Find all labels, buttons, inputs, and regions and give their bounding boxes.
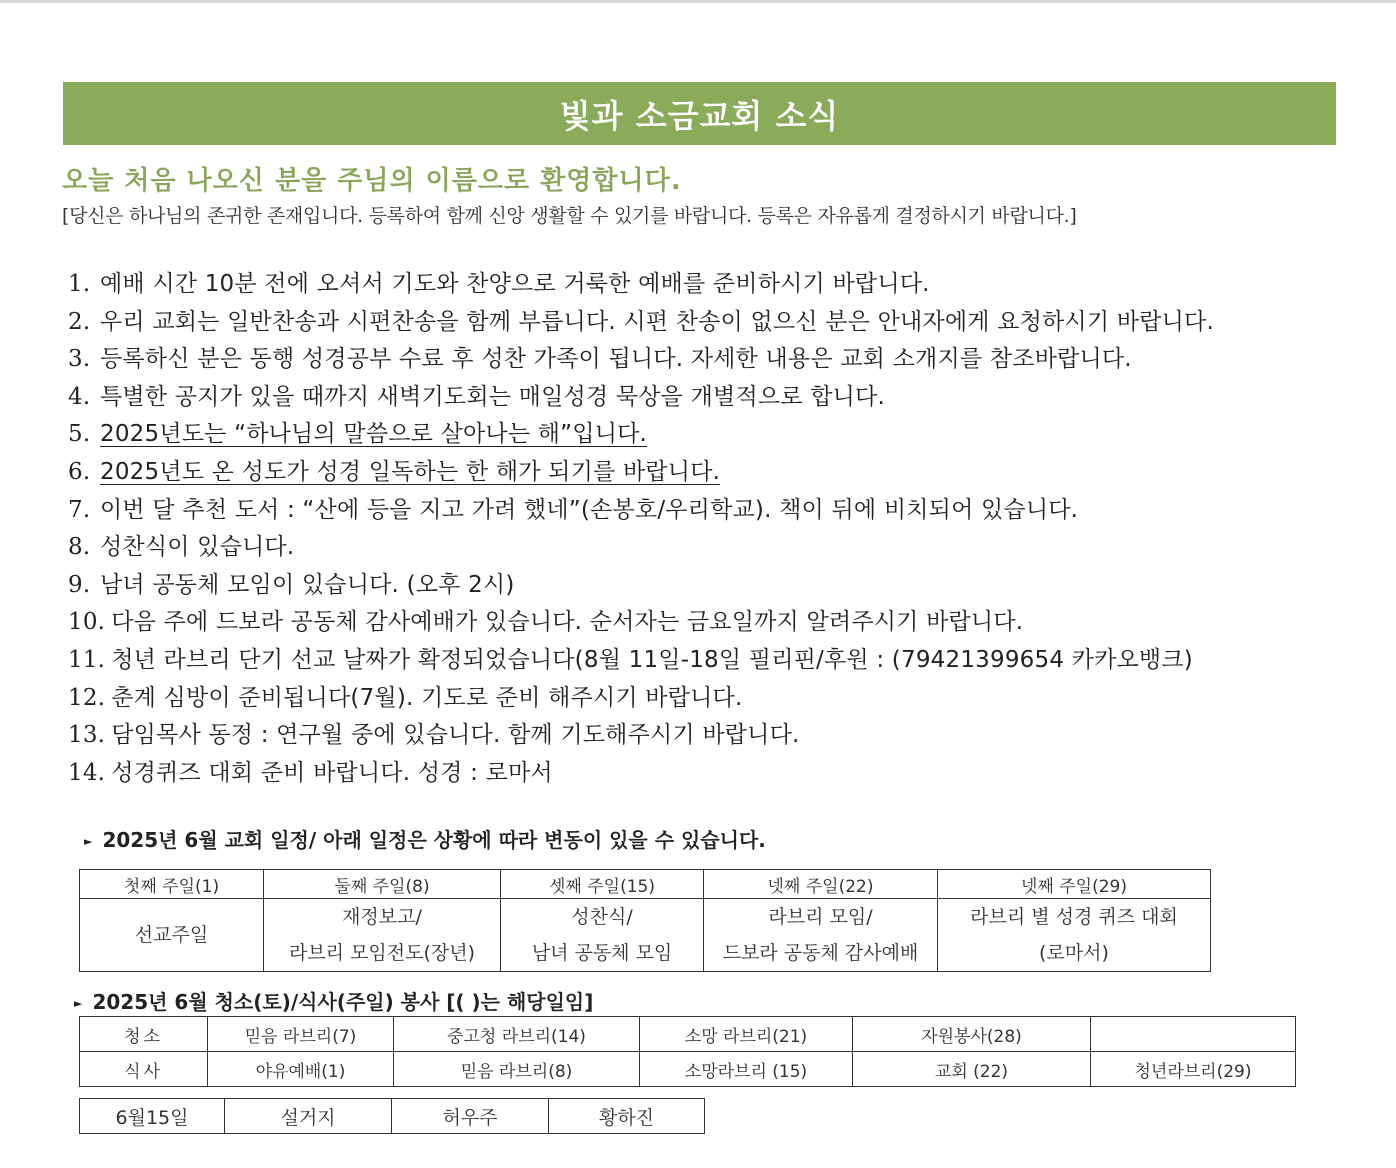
notice-item [68,604,1214,642]
notice-item [68,680,1214,718]
duty-cell: 황하진 [549,1099,705,1134]
notice-number: 11. [68,646,106,673]
schedule-cell [938,899,1211,972]
schedule-header-cell: 둘째 주일(8) [264,870,501,899]
notice-text: 우리 교회는 일반찬송과 시편찬송을 함께 부릅니다. 시편 찬송이 없으신 분은 안내자에게 요청하시기 바랍니다. [100,308,1214,335]
schedule-header-cell: 첫째 주일(1) [80,870,264,899]
notice-item [68,304,1214,342]
notice-text: 다음 주에 드보라 공동체 감사예배가 있습니다. 순서자는 금요일까지 알려주시기 바랍니다. [111,609,1024,636]
notice-item [68,266,1214,304]
notice-text: 이번 달 추천 도서 : “산에 등을 지고 가려 했네”(손봉호/우리학교). 책이 뒤에 비치되어 있습니다. [100,496,1079,523]
schedule-cell-line: 라브리 모임전도(장년) [288,942,476,964]
schedule-cell-line: 남녀 공동체 모임 [531,942,673,964]
notice-number: 14. [68,759,106,786]
schedule-header-row [80,870,1211,899]
schedule-header-cell: 넷째 주일(29) [938,870,1211,899]
schedule-cell-line: 라브리 모임/ [768,906,873,928]
notice-number: 7. [68,496,91,523]
schedule-header-cell: 셋째 주일(15) [501,870,704,899]
schedule-cell [704,899,938,972]
schedule-cell [264,899,501,972]
service-cell: 믿음 라브리(8) [394,1052,640,1087]
notice-number: 9. [68,571,91,598]
service-cell: 소망 라브리(21) [640,1017,853,1052]
notice-item [68,454,1214,492]
service-heading-text: 2025년 6월 청소(토)/식사(주일) 봉사 [( )는 해당일임] [92,990,594,1014]
duty-cell: 허우주 [392,1099,549,1134]
duty-cell: 6월15일 [80,1099,225,1134]
service-cell: 중고청 라브리(14) [394,1017,640,1052]
service-cell: 소망라브리 (15) [640,1052,853,1087]
notice-item [68,642,1214,680]
schedule-cell [80,899,264,972]
top-border-line [0,0,1396,3]
notice-item [68,492,1214,530]
duty-cell: 설거지 [225,1099,392,1134]
notice-number: 4. [68,383,91,410]
notice-text: 청년 라브리 단기 선교 날짜가 확정되었습니다(8월 11일-18일 필리핀/후원 : (79421399654 카카오뱅크) [111,646,1193,673]
schedule-header-cell: 넷째 주일(22) [704,870,938,899]
notice-text: 담임목사 동정 : 연구월 중에 있습니다. 함께 기도해주시기 바랍니다. [111,722,800,749]
notice-text: 춘계 심방이 준비됩니다(7월). 기도로 준비 해주시기 바랍니다. [111,684,743,711]
meal-row [80,1052,1296,1087]
welcome-subnote: [당신은 하나님의 존귀한 존재입니다. 등록하여 함께 신앙 생활할 수 있기를 바랍니다. 등록은 자유롭게 결정하시기 바랍니다.] [62,205,1077,227]
schedule-cell [501,899,704,972]
notice-item [68,755,1214,793]
welcome-message: 오늘 처음 나오신 분을 주님의 이름으로 환영합니다. [62,166,682,196]
notice-number: 5. [68,421,91,448]
triangle-bullet-icon: ► [74,997,83,1010]
service-cell [1091,1017,1296,1052]
service-cell: 교회 (22) [853,1052,1091,1087]
duty-row [80,1099,705,1134]
notice-item [68,379,1214,417]
notice-item [68,416,1214,454]
schedule-heading-text: 2025년 6월 교회 일정/ 아래 일정은 상황에 따라 변동이 있을 수 있습니다. [102,828,766,852]
notice-number: 13. [68,722,106,749]
monthly-schedule-table [79,869,1211,972]
schedule-cell-line: 드보라 공동체 감사예배 [722,942,919,964]
schedule-cell-line: 선교주일 [134,924,209,946]
service-heading [74,986,593,1015]
service-cell: 식사 [80,1052,208,1087]
service-cell: 믿음 라브리(7) [208,1017,394,1052]
notice-text: 성찬식이 있습니다. [100,534,295,561]
service-cell: 청소 [80,1017,208,1052]
service-cell: 야유예배(1) [208,1052,394,1087]
schedule-heading [84,824,766,853]
service-cell: 청년라브리(29) [1091,1052,1296,1087]
notice-text: 예배 시간 10분 전에 오셔서 기도와 찬양으로 거룩한 예배를 준비하시기 바랍니다. [100,271,930,297]
notice-item [68,529,1214,567]
notice-number: 1. [68,271,91,297]
notice-number: 10. [68,609,106,636]
notice-text: 특별한 공지가 있을 때까지 새벽기도회는 매일성경 묵상을 개별적으로 합니다. [100,383,885,410]
notice-number: 8. [68,534,91,561]
service-table [79,1016,1296,1087]
notice-number: 6. [68,458,91,485]
notice-number: 2. [68,308,91,335]
cleaning-row [80,1017,1296,1052]
notice-item [68,341,1214,379]
notice-text: 남녀 공동체 모임이 있습니다. (오후 2시) [100,571,515,598]
triangle-bullet-icon: ► [84,835,93,848]
notice-item [68,567,1214,605]
notice-list [68,266,1214,792]
notice-text: 성경퀴즈 대회 준비 바랍니다. 성경 : 로마서 [111,759,553,786]
schedule-cell-line: (로마서) [1039,942,1109,964]
bulletin-title: 빛과 소금교회 소식 [63,82,1336,145]
service-cell: 자원봉사(28) [853,1017,1091,1052]
schedule-cell-line: 재정보고/ [342,906,422,928]
notice-text: 등록하신 분은 동행 성경공부 수료 후 성찬 가족이 됩니다. 자세한 내용은 교회 소개지를 참조바랍니다. [100,346,1132,373]
dishwashing-duty-table [79,1098,705,1134]
notice-text: 2025년도는 “하나님의 말씀으로 살아나는 해”입니다. [100,421,648,448]
notice-number: 3. [68,346,91,373]
notice-text: 2025년도 온 성도가 성경 일독하는 한 해가 되기를 바랍니다. [100,458,721,485]
schedule-cell-line: 성찬식/ [571,906,633,928]
notice-item [68,717,1214,755]
notice-number: 12. [68,684,106,711]
schedule-body-row [80,899,1211,972]
schedule-cell-line: 라브리 별 성경 퀴즈 대회 [970,906,1178,928]
